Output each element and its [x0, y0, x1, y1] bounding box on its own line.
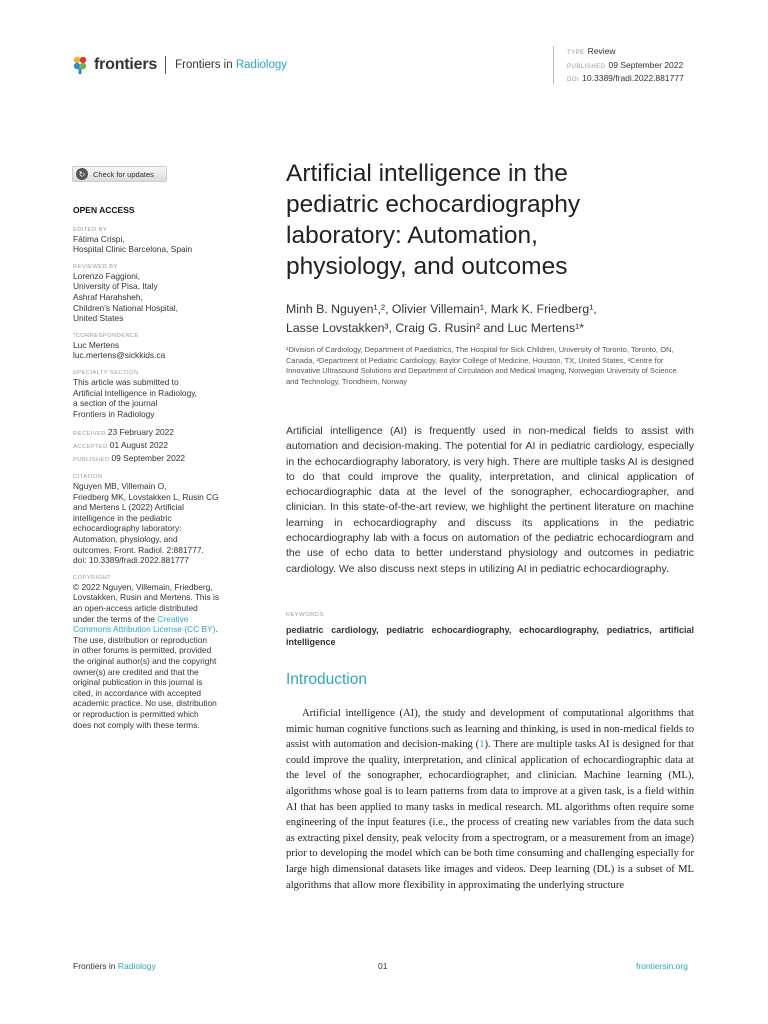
check-updates-icon: ↻	[76, 168, 88, 180]
copyright-section: COPYRIGHT © 2022 Nguyen, Villemain, Friedberg, Lovstakken, Rusin and Mertens. This is an open-access article distributed under the terms of the Creative Commons Attribution License (CC BY). The use, distribution or reproduction in other forums is permitted, provided the original author(s) and the copyright owner(s) are credited and that the original publication in this journal is cited, in accordance with accepted academic practice. No use, distribution or reproduction is permitted which does not comply with these terms.	[73, 574, 220, 730]
correspondence-email[interactable]: luc.mertens@sickkids.ca	[73, 350, 166, 361]
article-info-sidebar	[73, 205, 238, 738]
footer-journal: Frontiers in Radiology	[73, 961, 156, 971]
footer-site-link[interactable]: frontiersin.org	[636, 961, 688, 971]
citation-section: CITATION Nguyen MB, Villemain O, Friedberg MK, Lovstakken L, Rusin CG and Mertens L (2022) Artificial intelligence in the pediatric echocardiography laboratory: Automation, physiology, and outcomes. Front. Radiol. 2:881777. doi: 10.3389/fradi.2022.881777	[73, 474, 219, 566]
correspondence-section: *CORRESPONDENCE Luc Mertens luc.mertens@sickkids.ca	[73, 332, 238, 361]
keywords-label: KEYWORDS	[286, 612, 324, 618]
meta-doi: DOI 10.3389/fradi.2022.881777	[567, 73, 684, 83]
article-title: Artificial intelligence in the pediatric echocardiography laboratory: Automation, physiology, and outcomes	[286, 160, 581, 280]
journal-logo[interactable]	[72, 55, 287, 75]
introduction-paragraph: Artificial intelligence (AI), the study and development of computational algorithms that mimic human cognitive functions such as learning and thinking, is used in non-medical fields to assist with automation and decision-making (1). There are multiple tasks AI is designed for that could improve the quality, interpretation, and clinical application of echocardiographic data at the level of the sonographer, echocardiographer, and clinician. Machine learning (ML), algorithms whose goal is to learn patterns from data to improve at a given task, is a field within AI that has been applied to many tasks in medical research. ML algorithms often require some engineering of the input features (i.e., the process of creating new variables from the data such as extracting pixel density, peak velocity from a spectrogram, or a measurement from an image) prior to developing the model which can be both time consuming and challenging especially for large high dimensional datasets like images and videos. Deep learning (DL) is a subset of ML algorithms that allow more flexibility in approximating the underlying structure	[286, 708, 694, 891]
logo-divider	[165, 56, 166, 74]
keywords: pediatric cardiology, pediatric echocardiography, echocardiography, pediatrics, artificial intelligence	[286, 625, 694, 647]
reference-link[interactable]: 1	[479, 739, 485, 751]
author-list: Minh B. Nguyen¹,², Olivier Villemain¹, Mark K. Friedberg¹, Lasse Lovstakken³, Craig G. Rusin² and Luc Mertens¹*	[286, 302, 597, 335]
meta-type: TYPE Review	[567, 46, 616, 56]
brand-name: frontiers	[94, 56, 158, 73]
cc-license-link-cont[interactable]: Commons Attribution License (CC BY)	[73, 624, 216, 635]
journal-title: Frontiers in Radiology	[175, 59, 287, 71]
open-access-label: OPEN ACCESS	[73, 205, 135, 215]
frontiers-logo-icon	[72, 56, 90, 74]
doi-link[interactable]: 10.3389/fradi.2022.881777	[582, 73, 684, 83]
cc-license-link[interactable]: Creative	[157, 613, 189, 624]
dates-section: RECEIVED 23 February 2022 ACCEPTED 01 August 2022 PUBLISHED 09 September 2022	[73, 427, 186, 463]
affiliations: ¹Division of Cardiology, Department of Paediatrics, The Hospital for Sick Children, University of Toronto, Toronto, ON, Canada, ²Department of Pediatric Cardiology, Baylor College of Medicine, Houston, TX, United States, ³Centre for Innovative Ultrasound Solutions and Department of Circulation and Medical Imaging, Norwegian University of Science and Technology, Trondheim, Norway	[286, 345, 677, 386]
abstract: Artificial intelligence (AI) is frequently used in non-medical fields to assist with automation and decision-making. The potential for AI in pediatric cardiology, especially in the echocardiography laboratory, is very high. There are multiple tasks AI is designed to do that could improve the quality, interpretation, and clinical application of echocardiographic data at the level of the sonographer, echocardiographer, and clinician. In this state-of-the-art review, we highlight the pertinent literature on machine learning in echocardiography and discuss its applications in the pediatric echocardiography lab with a focus on automation of the pediatric echocardiogram and the use of echo data to better understand physiology and outcomes in pediatric cardiology. We also discuss next steps in utilizing AI in pediatric echocardiography.	[286, 425, 694, 575]
article-meta	[553, 46, 684, 84]
specialty-section: SPECIALTY SECTION This article was submitted to Artificial Intelligence in Radiology, a section of the journal Frontiers in Radiology	[73, 369, 198, 419]
section-heading-introduction: Introduction	[286, 671, 367, 688]
page-number: 01	[378, 961, 388, 971]
check-for-updates-button[interactable]: ↻ Check for updates	[72, 166, 167, 182]
edited-by-section: EDITED BY Fátima Crispi, Hospital Clinic Barcelona, Spain	[73, 226, 193, 255]
reviewed-by-section: REVIEWED BY Lorenzo Faggioni, University of Pisa, Italy Ashraf Harahsheh, Children's National Hospital, United States	[73, 263, 178, 324]
meta-published: PUBLISHED 09 September 2022	[567, 59, 684, 70]
